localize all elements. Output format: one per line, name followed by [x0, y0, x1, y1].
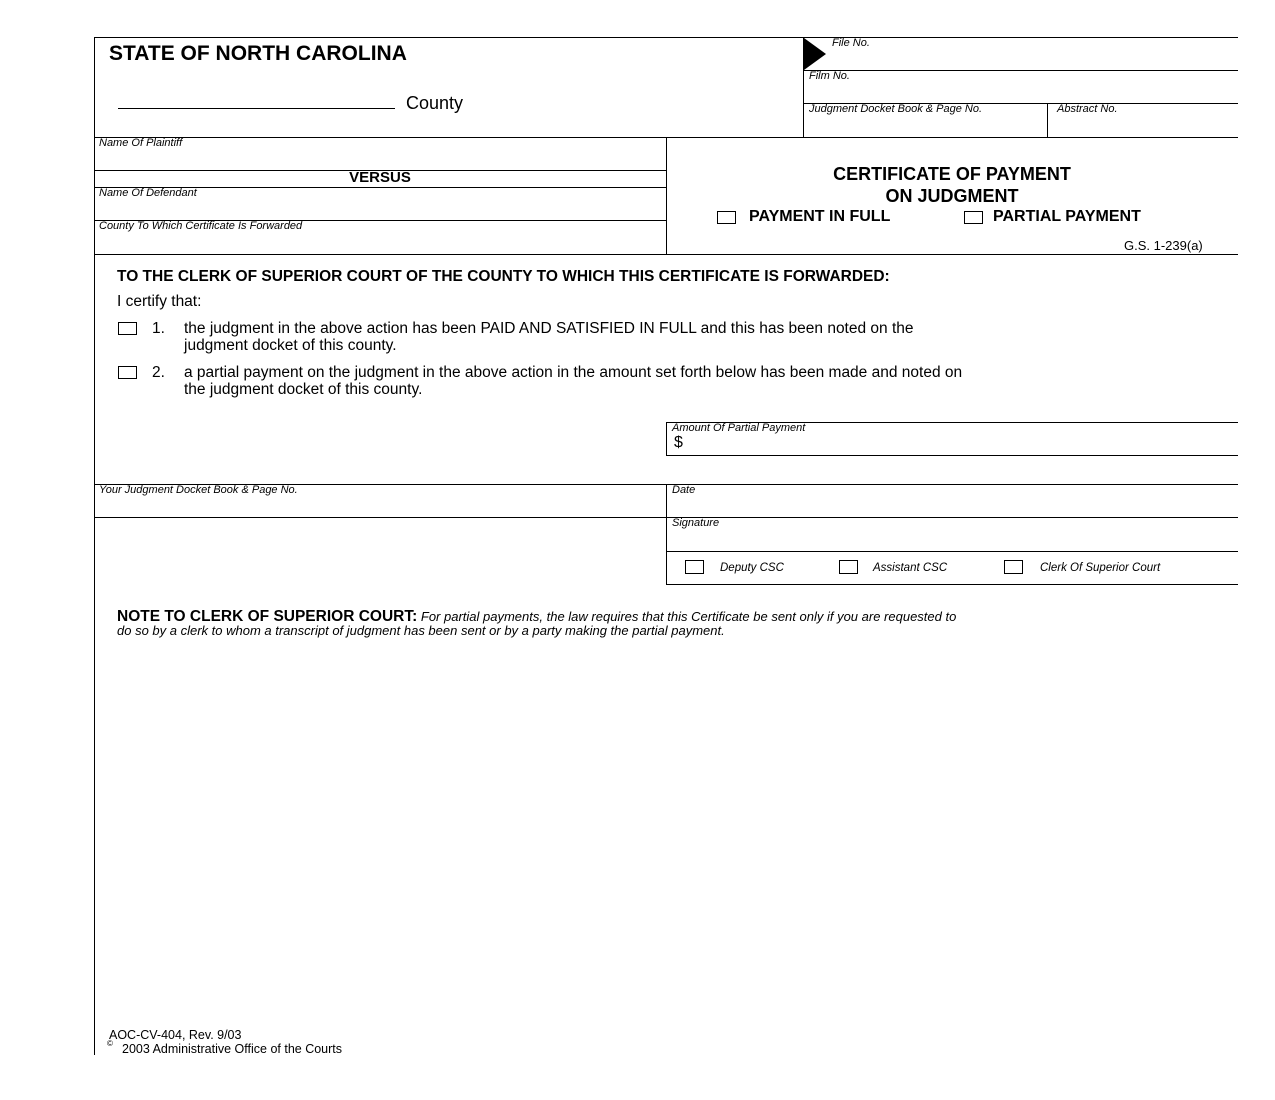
item2-checkbox[interactable] — [118, 366, 137, 379]
abstract-no-input[interactable] — [1057, 117, 1237, 137]
county-forwarded-label: County To Which Certificate Is Forwarded — [99, 220, 303, 232]
defendant-label: Name Of Defendant — [99, 187, 197, 199]
assistant-csc-checkbox[interactable] — [839, 560, 858, 574]
state-title: STATE OF NORTH CAROLINA — [109, 42, 407, 65]
film-no-label: Film No. — [809, 70, 850, 82]
county-forwarded-input[interactable] — [99, 234, 663, 254]
note-paragraph — [117, 610, 1227, 638]
abstract-divider — [1047, 103, 1048, 137]
form-id: AOC-CV-404, Rev. 9/03 — [109, 1028, 242, 1042]
clerk-superior-label: Clerk Of Superior Court — [1040, 562, 1161, 574]
signature-input[interactable] — [672, 531, 1236, 551]
partial-payment-label: PARTIAL PAYMENT — [993, 208, 1141, 225]
payment-in-full-checkbox[interactable] — [717, 211, 736, 224]
item1-line1: the judgment in the above action has been PAID AND SATISFIED IN FULL and this has been noted on the — [184, 320, 914, 337]
certificate-title-line1: CERTIFICATE OF PAYMENT — [833, 164, 1071, 184]
file-no-label: File No. — [832, 37, 870, 49]
amount-input[interactable] — [690, 436, 1234, 456]
note-text-1: For partial payments, the law requires that this Certificate be sent only if you are requested to — [420, 609, 957, 624]
docket-book-input[interactable] — [809, 117, 1045, 137]
copyright-symbol: © — [107, 1039, 113, 1048]
statute-reference: G.S. 1-239(a) — [1124, 238, 1203, 253]
date-input[interactable] — [672, 498, 1236, 518]
film-no-input[interactable] — [809, 84, 1233, 104]
item2-line2: the judgment docket of this county. — [184, 381, 423, 398]
plaintiff-label: Name Of Plaintiff — [99, 137, 183, 149]
dollar-sign: $ — [674, 434, 683, 451]
item2-line1: a partial payment on the judgment in the above action in the amount set forth below has been made and noted on — [184, 364, 963, 381]
county-name-input[interactable] — [118, 90, 399, 109]
frame-top — [94, 37, 1238, 38]
docket-book-label: Judgment Docket Book & Page No. — [809, 103, 983, 115]
body-heading: TO THE CLERK OF SUPERIOR COURT OF THE COUNTY TO WHICH THIS CERTIFICATE IS FORWARDED: — [117, 268, 890, 285]
amount-left-line — [666, 422, 667, 456]
note-heading: NOTE TO CLERK OF SUPERIOR COURT: — [117, 608, 418, 625]
assistant-csc-label: Assistant CSC — [873, 562, 948, 574]
partial-payment-checkbox[interactable] — [964, 211, 983, 224]
item1-checkbox[interactable] — [118, 322, 137, 335]
your-docket-input[interactable] — [99, 498, 663, 518]
flag-marker-icon — [804, 38, 828, 70]
date-label: Date — [672, 484, 696, 496]
amount-label: Amount Of Partial Payment — [672, 422, 806, 434]
deputy-csc-checkbox[interactable] — [685, 560, 704, 574]
abstract-no-label: Abstract No. — [1057, 103, 1118, 115]
signature-label: Signature — [672, 517, 720, 529]
your-docket-label: Your Judgment Docket Book & Page No. — [99, 484, 298, 496]
county-label: County — [406, 93, 464, 113]
deputy-csc-label: Deputy CSC — [720, 562, 784, 574]
file-no-input[interactable] — [832, 51, 1236, 71]
section-divider — [94, 254, 1238, 255]
item1-line2: judgment docket of this county. — [184, 337, 397, 354]
certificate-title-line2: ON JUDGMENT — [885, 186, 1019, 206]
title-bottom-line — [666, 584, 1238, 585]
clerk-superior-checkbox[interactable] — [1004, 560, 1023, 574]
signature-bottom-line — [666, 551, 1238, 552]
item2-number: 2. — [152, 364, 165, 381]
versus-label: VERSUS — [349, 169, 411, 186]
defendant-input[interactable] — [99, 201, 663, 221]
certify-text: I certify that: — [117, 293, 202, 310]
signature-left-line — [666, 484, 667, 584]
item1-number: 1. — [152, 320, 165, 337]
plaintiff-input[interactable] — [99, 151, 663, 171]
payment-in-full-label: PAYMENT IN FULL — [749, 208, 891, 225]
note-text-2: do so by a clerk to whom a transcript of judgment has been sent or by a party making the partial payment. — [117, 623, 725, 638]
copyright-text: 2003 Administrative Office of the Courts — [122, 1042, 343, 1056]
frame-left — [94, 37, 95, 1055]
